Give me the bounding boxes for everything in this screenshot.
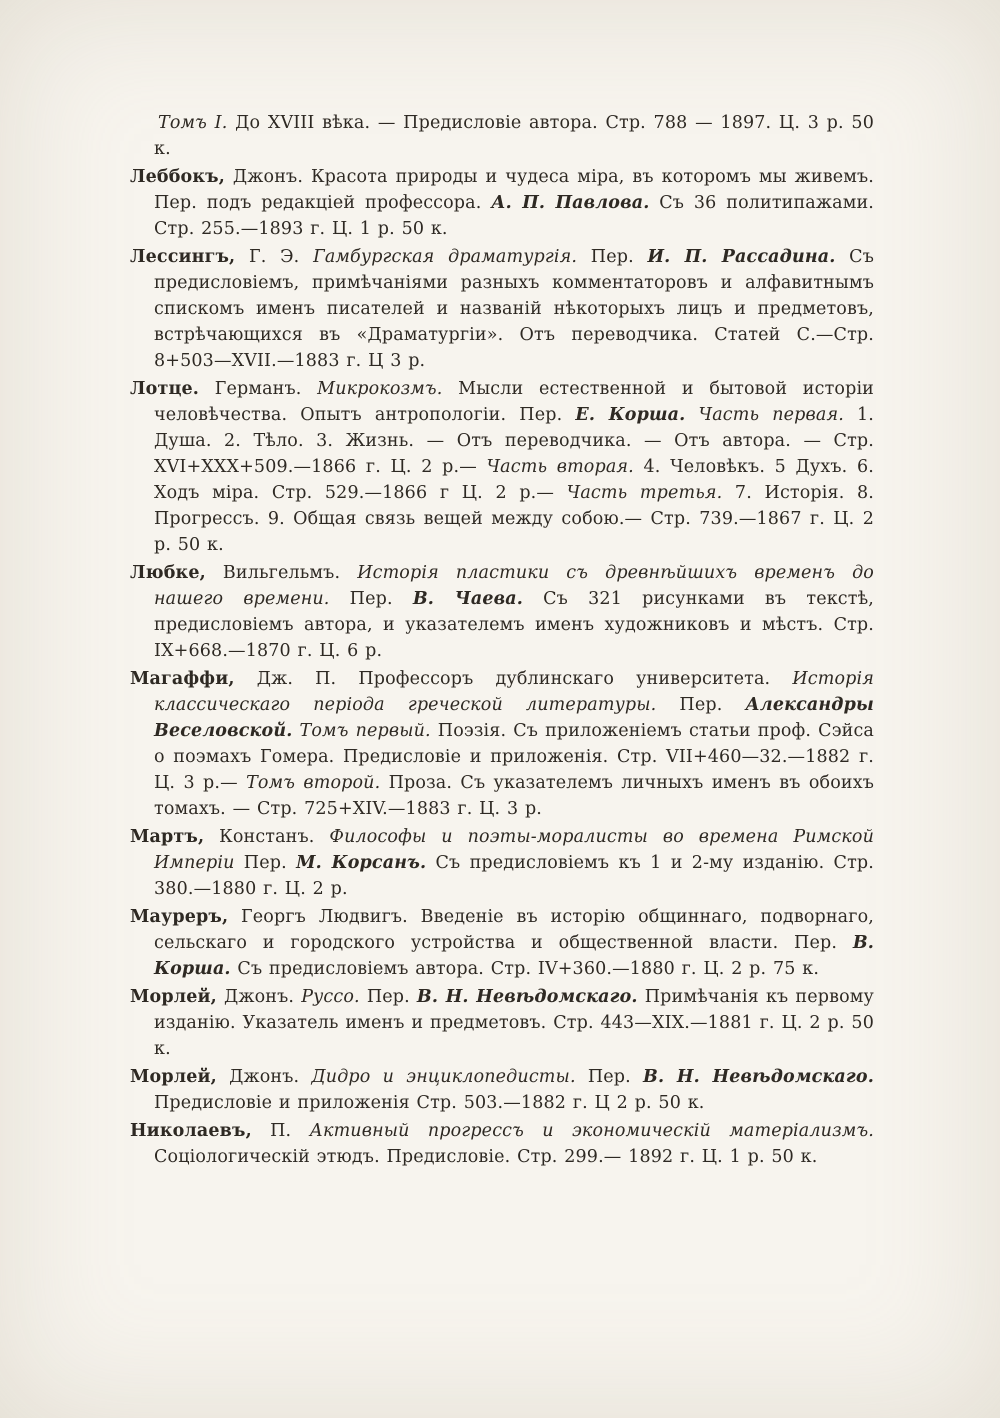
text-segment: Е. Корша. [575, 405, 686, 425]
text-segment: Руссо. [301, 987, 360, 1007]
text-segment: М. Корсанъ. [296, 853, 427, 873]
text-segment: Морлей, [130, 987, 217, 1007]
text-segment: В. Корша. [154, 933, 874, 979]
text-segment: Часть третья. [566, 483, 723, 503]
text-segment: Микрокозмъ. [317, 379, 443, 399]
text-segment: Исторія классическаго періода греческой литературы. [154, 669, 874, 715]
text-segment: Примѣчанія къ первому изданію. Указатель именъ и предметовъ. Стр. 443—XIX.—1881 г. Ц. 2 р. 50 к. [154, 987, 874, 1059]
text-segment: Джонъ. [216, 1067, 312, 1087]
text-segment: Исторія пластики съ древнѣйшихъ временъ до нашего времени. [154, 563, 874, 609]
text-segment: Пер. [577, 247, 648, 267]
text-segment: Часть вторая. [486, 457, 634, 477]
text-segment: Мартъ, [130, 827, 205, 847]
catalog-entry [130, 1064, 874, 1116]
catalog-entry [130, 984, 874, 1062]
text-segment: Мысли естественной и бытовой исторіи человѣчества. Опытъ антропологіи. Пер. [154, 379, 875, 425]
text-segment: Николаевъ, [130, 1121, 252, 1141]
catalog-entry [130, 110, 874, 162]
text-segment: 4. Человѣкъ. 5 Духъ. 6. Ходъ міра. Стр. 529.—1866 г Ц. 2 р.— [154, 457, 875, 503]
text-segment: Магаффи, [130, 669, 235, 689]
text-segment: Съ предисловіемъ къ 1 и 2-му изданію. Стр. 380.—1880 г. Ц. 2 р. [154, 853, 874, 899]
text-segment: 7. Исторія. 8. Прогрессъ. 9. Общая связь вещей между собою.— Стр. 739.—1867 г. Ц. 2 р. 50 к. [154, 483, 874, 555]
catalog-entry [130, 824, 874, 902]
text-segment: Дж. П. Профессоръ дублинскаго университета. [234, 669, 793, 689]
catalog-entry [130, 904, 874, 982]
text-segment: В. Н. Невѣдомскаго. [416, 987, 638, 1007]
text-segment [685, 405, 698, 425]
text-segment: Пер. [575, 1067, 644, 1087]
text-segment: Морлей, [130, 1067, 217, 1087]
text-segment: Пер. [329, 589, 413, 609]
catalog-entry [130, 1118, 874, 1170]
text-segment: В. Чаева. [412, 589, 523, 609]
text-segment: Проза. Съ указателемъ личныхъ именъ въ обоихъ томахъ. — Стр. 725+XIV.—1883 г. Ц. 3 р. [154, 773, 874, 819]
text-segment: Активный прогрессъ и экономическій матеріализмъ. [309, 1121, 874, 1141]
text-segment: Соціологическій этюдъ. Предисловіе. Стр. 299.— 1892 г. Ц. 1 р. 50 к. [154, 1147, 818, 1167]
text-segment: Часть первая. [698, 405, 844, 425]
text-segment: А. П. Павлова. [491, 193, 650, 213]
text-segment: Съ 321 рисунками въ текстѣ, предисловіемъ автора, и указателемъ именъ художниковъ и мѣстъ. Стр. IX+668.—1870 г. Ц. 6 р. [154, 589, 874, 661]
catalog-text-block [130, 110, 874, 1172]
text-segment: Г. Э. [235, 247, 314, 267]
text-segment: Пер. [234, 853, 297, 873]
text-segment: Лессингъ, [130, 247, 236, 267]
text-segment: Георгъ Людвигъ. Введеніе въ исторію общиннаго, подворнаго, сельскаго и городского устройства и общественной власти. Пер. [154, 907, 874, 953]
text-segment: Германъ. [199, 379, 318, 399]
text-segment: Пер. [359, 987, 417, 1007]
text-segment: И. П. Рассадина. [647, 247, 836, 267]
text-segment: Джонъ. Красота природы и чудеса міра, въ которомъ мы живемъ. Пер. подъ редакціей профессора. [154, 167, 874, 213]
catalog-entry [130, 164, 874, 242]
text-segment: Томъ второй. [246, 773, 381, 793]
text-segment: Гамбургская драматургія. [313, 247, 578, 267]
text-segment: Леббокъ, [130, 167, 225, 187]
text-segment: Предисловіе и приложенія Стр. 503.—1882 г. Ц 2 р. 50 к. [154, 1093, 705, 1113]
text-segment: Философы и поэты-моралисты во времена Римской Имперіи [154, 827, 874, 873]
catalog-entry [130, 560, 874, 664]
text-segment: До XVIII вѣка. — Предисловіе автора. Стр. 788 — 1897. Ц. 3 р. 50 к. [154, 113, 874, 159]
text-segment: Мауреръ, [130, 907, 229, 927]
text-segment: В. Н. Невѣдомскаго. [643, 1067, 874, 1087]
text-segment: Съ 36 политипажами. Стр. 255.—1893 г. Ц. 1 р. 50 к. [154, 193, 874, 239]
text-segment: Томъ первый. [299, 721, 431, 741]
text-segment: Поэзія. Съ приложеніемъ статьи проф. Сэйса о поэмахъ Гомера. Предисловіе и приложенія. Стр. VII+460—32.—1882 г. Ц. 3 р.— [154, 721, 874, 793]
text-segment: Любке, [130, 563, 206, 583]
text-segment: Съ предисловіемъ, примѣчаніями разныхъ комментаторовъ и алфавитнымъ спискомъ именъ писателей и названій нѣкоторыхъ лицъ и предметовъ, встрѣчающихся въ «Драматургіи». Отъ переводчика. Статей С.—Стр. 8+503—XVII.—1883 г. Ц 3 р. [154, 247, 874, 371]
text-segment: 1. Душа. 2. Тѣло. 3. Жизнь. — Отъ переводчика. — Отъ автора. — Стр. XVI+XXX+509.—1866 г. Ц. 2 р.— [154, 405, 875, 477]
catalog-entry [130, 666, 874, 822]
text-segment: Джонъ. [216, 987, 302, 1007]
text-segment: Дидро и энциклопедисты. [311, 1067, 576, 1087]
text-segment: Съ предисловіемъ автора. Стр. IV+360.—1880 г. Ц. 2 р. 75 к. [230, 959, 820, 979]
text-segment: Александры Веселовской. [154, 695, 874, 741]
text-segment [292, 721, 299, 741]
text-segment: Вильгельмъ. [205, 563, 358, 583]
text-segment: Пер. [656, 695, 746, 715]
text-segment: Констанъ. [204, 827, 330, 847]
text-segment: Лотце. [130, 379, 200, 399]
text-segment: Томъ I. [158, 113, 228, 133]
catalog-entry [130, 376, 874, 558]
text-segment: П. [251, 1121, 310, 1141]
catalog-entry [130, 244, 874, 374]
